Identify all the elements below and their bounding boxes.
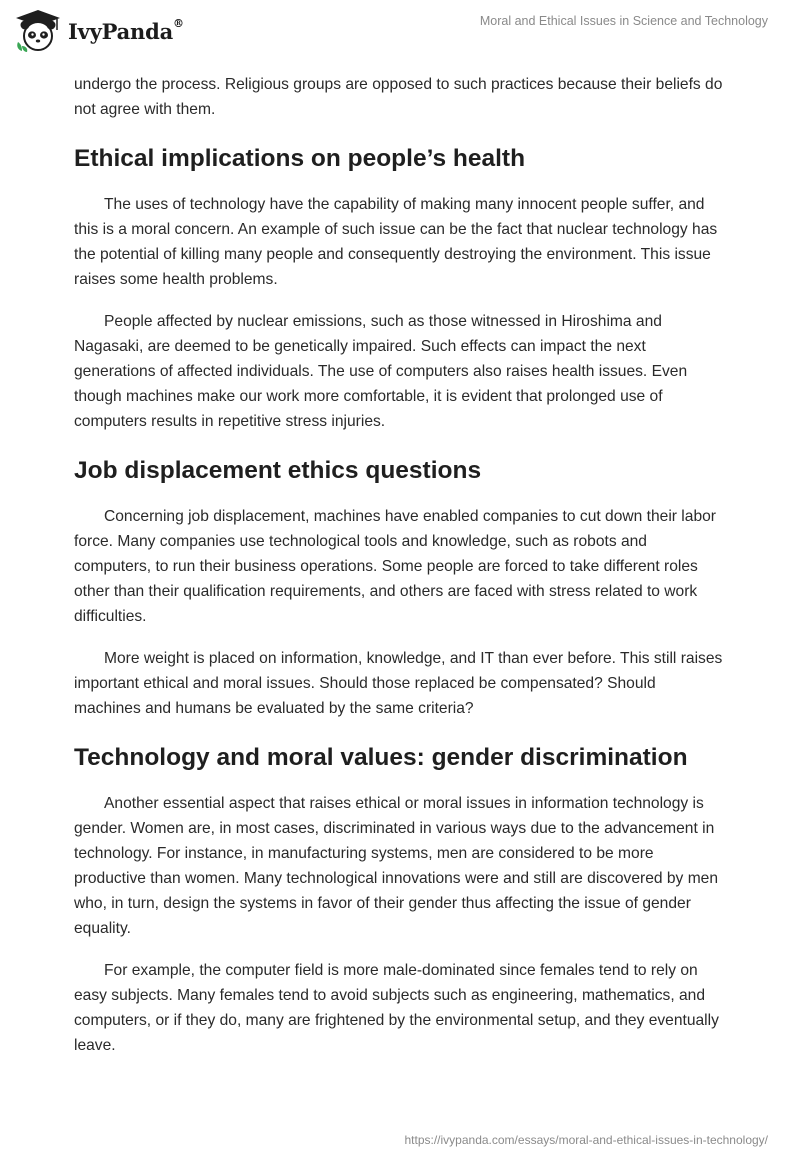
- paragraph: For example, the computer field is more male-dominated since females tend to rely on easy subjects. Many females tend to avoid subjects such as engineering, mathematics, and computers, or if they do, many are frightened by the environmental setup, and they eventually leave.: [74, 962, 719, 1054]
- document-title: Moral and Ethical Issues in Science and Technology: [479, 14, 768, 28]
- ivypanda-logo[interactable]: [14, 8, 184, 54]
- paragraph: People affected by nuclear emissions, such as those witnessed in Hiroshima and Nagasaki, are deemed to be genetically impaired. Such effects can impact the next generations of affected individuals. The use of computers also raises health issues. Even though machines make our work more comfortable, it is evident that prolonged use of computers results in repetitive stress injuries.: [74, 313, 688, 430]
- paragraph: Another essential aspect that raises ethical or moral issues in information technology is gender. Women are, in most cases, discriminated in various ways due to the advancement in technology. For instance, in manufacturing systems, men are considered to be more productive than women. Many technological innovations were and still are discovered by men who, in turn, design the systems in favor of their gender thus affecting the issue of gender equality.: [74, 795, 719, 937]
- intro-paragraph: undergo the process. Religious groups are opposed to such practices because their beliefs do not agree with them.: [74, 76, 723, 118]
- paragraph: Concerning job displacement, machines have enabled companies to cut down their labor force. Many companies use technological tools and knowledge, such as robots and computers, to run their business operations. Some people are forced to take different roles other than their qualification requirements, and others are faced with stress related to work difficulties.: [74, 508, 716, 625]
- paragraph: The uses of technology have the capability of making many innocent people suffer, and this is a moral concern. An example of such issue can be the fact that nuclear technology has the potential of killing many people and consequently destroying the environment. This issue raises some health problems.: [74, 196, 718, 288]
- section-heading-health: Ethical implications on people’s health: [74, 145, 526, 172]
- paragraph: More weight is placed on information, knowledge, and IT than ever before. This still raises important ethical and moral issues. Should those replaced be compensated? Should machines and humans be evaluated by the same criteria?: [74, 650, 723, 717]
- panda-graduate-icon: [14, 8, 62, 54]
- section-heading-job-displacement: Job displacement ethics questions: [74, 457, 482, 484]
- essay-content: [74, 72, 726, 1075]
- page-header: [0, 0, 800, 64]
- section-heading-gender: Technology and moral values: gender discrimination: [74, 744, 688, 771]
- source-url[interactable]: https://ivypanda.com/essays/moral-and-ethical-issues-in-technology/: [404, 1133, 768, 1147]
- logo-text: IvyPanda®: [68, 16, 184, 44]
